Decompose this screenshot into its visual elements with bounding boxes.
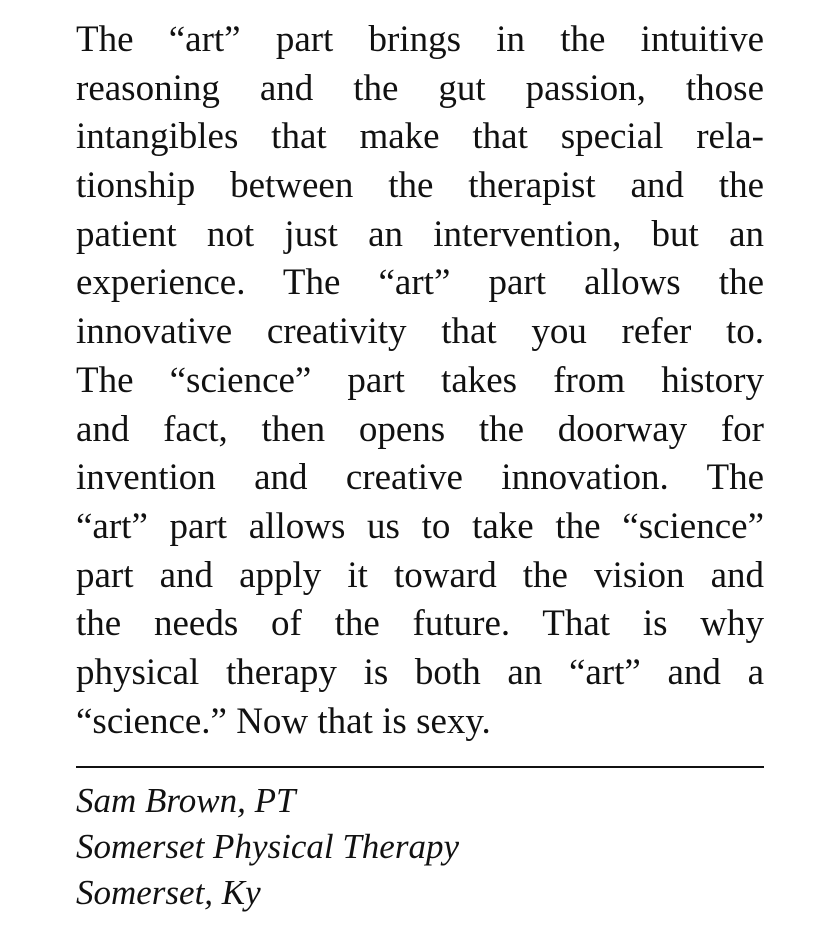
body-text-line: and fact, then opens the doorway for [76, 408, 764, 450]
body-text-line: tionship between the therapist and the [76, 165, 764, 207]
author-location: Somerset, Ky [76, 873, 261, 912]
letter-body [76, 16, 764, 746]
body-text-line: The “science” part takes from history [76, 359, 764, 401]
body-text-line: experience. The “art” part allows the [76, 262, 764, 304]
body-text-line: reasoning and the gut passion, those [76, 67, 764, 109]
body-text-line: “science.” Now that is sexy. [76, 700, 491, 742]
body-text-line: invention and creative innovation. The [76, 457, 764, 499]
body-text-line: innovative creativity that you refer to. [76, 311, 764, 353]
body-text-line: The “art” part brings in the intuitive [76, 19, 764, 60]
author-organization: Somerset Physical Therapy [76, 827, 459, 866]
body-text-line: the needs of the future. That is why [76, 603, 764, 645]
body-text-line: patient not just an intervention, but an [76, 213, 764, 255]
body-text-line: part and apply it toward the vision and [76, 554, 764, 596]
signature-divider [76, 766, 764, 768]
body-text-line: physical therapy is both an “art” and a [76, 651, 764, 693]
author-name: Sam Brown, PT [76, 781, 296, 820]
body-text-line: intangibles that make that special rela- [76, 116, 764, 158]
signature-block [76, 778, 764, 916]
body-text-line: “art” part allows us to take the “science” [76, 505, 764, 547]
